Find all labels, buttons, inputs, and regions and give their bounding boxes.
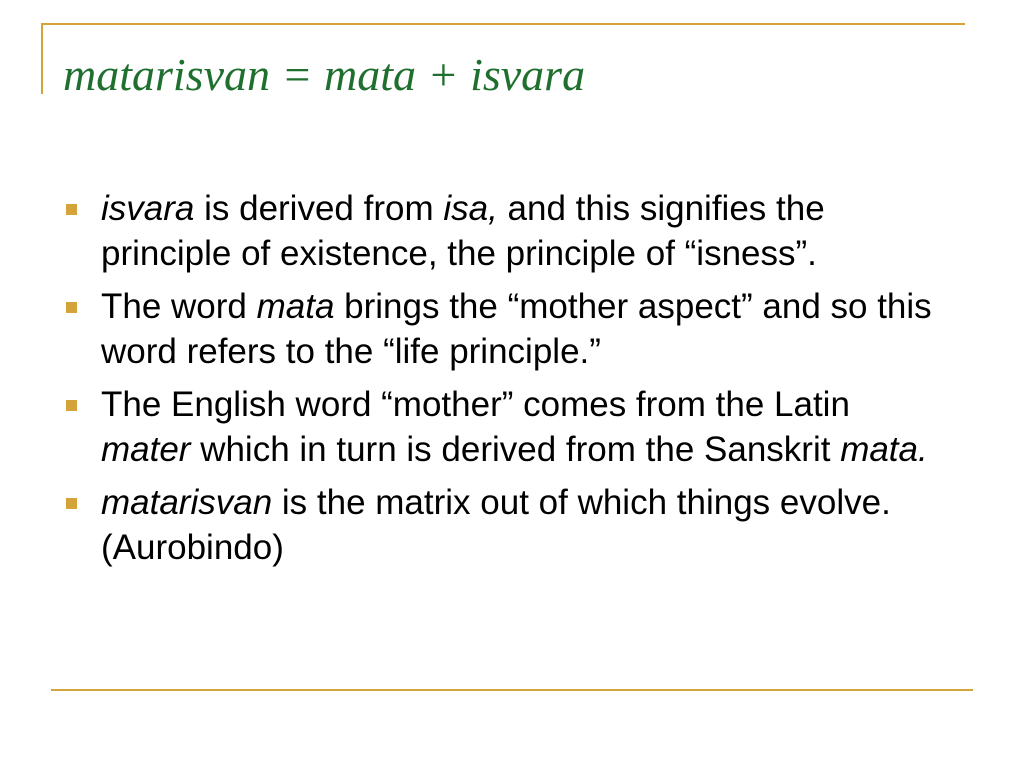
bottom-divider-rule: [51, 689, 973, 691]
square-bullet-icon: [66, 498, 77, 509]
bullet-item: [66, 186, 946, 276]
bullet-text-segment: mata: [256, 287, 335, 326]
bullet-text-segment: The English word “mother” comes from the Latin: [101, 385, 850, 424]
square-bullet-icon: [66, 302, 77, 313]
bullet-item: [66, 284, 946, 374]
bullet-list: [66, 186, 946, 578]
bullet-text-segment: is derived from: [194, 189, 444, 228]
square-bullet-icon: [66, 400, 77, 411]
title-frame-right-tick: [963, 23, 965, 25]
bullet-text-segment: mater: [101, 430, 191, 469]
bullet-text-segment: matarisvan: [101, 483, 273, 522]
bullet-text-segment: which in turn is derived from the Sanskrit: [190, 430, 841, 469]
bullet-text-segment: isvara: [101, 189, 195, 228]
bullet-text-segment: and this signifies the principle of existence, the principle of “isness”.: [101, 189, 825, 273]
bullet-text-segment: isa,: [443, 189, 498, 228]
title-frame-top-rule: [41, 23, 965, 25]
title-frame-left-rule: [41, 23, 43, 94]
square-bullet-icon: [66, 204, 77, 215]
slide-title: matarisvan = mata + isvara: [63, 49, 586, 100]
bullet-item: [66, 382, 946, 472]
bullet-text-segment: brings the “mother aspect” and so this word refers to the “life principle.”: [101, 287, 932, 371]
bullet-text-segment: is the matrix out of which things evolve. (Aurobindo): [101, 483, 891, 567]
bullet-text-segment: mata.: [840, 430, 928, 469]
bullet-text-segment: The word: [101, 287, 257, 326]
bullet-item: [66, 480, 946, 570]
